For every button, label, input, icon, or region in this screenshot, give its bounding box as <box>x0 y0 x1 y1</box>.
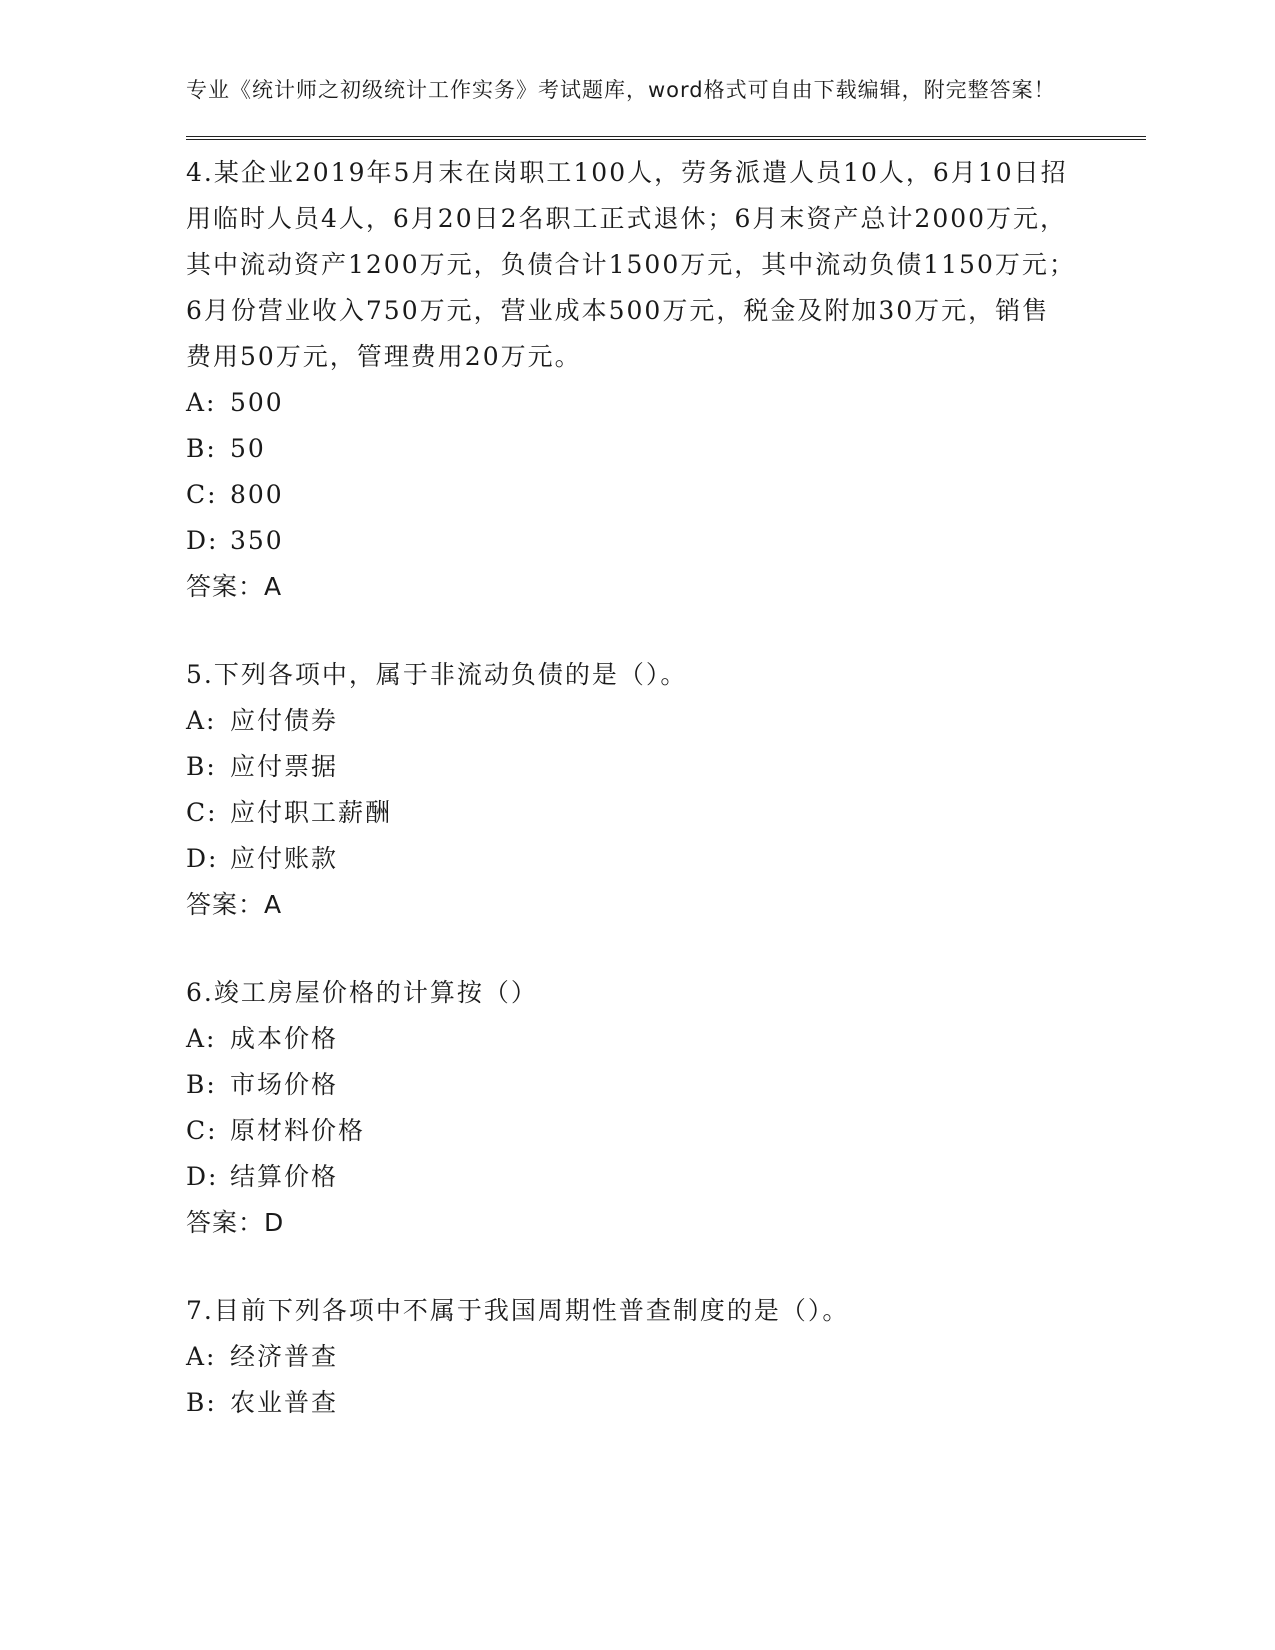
option-text: 50 <box>230 434 266 463</box>
option-key: C: <box>186 1116 218 1145</box>
option-key: D: <box>186 1162 219 1191</box>
option-key: A: <box>186 1342 217 1371</box>
option-d <box>186 836 1146 882</box>
question-7 <box>186 1288 1146 1426</box>
option-c <box>186 1108 1146 1154</box>
document-header: 专业《统计师之初级统计工作实务》考试题库，word格式可自由下载编辑，附完整答案！ <box>186 78 1056 102</box>
option-key: C: <box>186 798 218 827</box>
option-text: 原材料价格 <box>230 1116 366 1145</box>
option-text: 应付职工薪酬 <box>230 798 393 827</box>
option-key: B: <box>186 752 217 781</box>
option-b <box>186 1062 1146 1108</box>
option-a <box>186 1334 1146 1380</box>
option-text: 应付账款 <box>230 844 339 873</box>
option-text: 农业普查 <box>230 1388 339 1417</box>
document-page <box>186 74 1146 1426</box>
option-d <box>186 1154 1146 1200</box>
option-key: A: <box>186 388 217 417</box>
question-6 <box>186 970 1146 1246</box>
answer-line: 答案：D <box>186 1208 285 1237</box>
option-a <box>186 380 1146 426</box>
question-5 <box>186 652 1146 928</box>
option-c <box>186 790 1146 836</box>
question-stem: 4.某企业2019年5月末在岗职工100人，劳务派遣人员10人，6月10日招用临时人员4人，6月20日2名职工正式退休；6月末资产总计2000万元，其中流动资产1200万元，负债合计1500万元，其中流动负债1150万元；6月份营业收入750万元，营业成本500万元，税金及附加30万元，销售费用50万元，管理费用20万元。 <box>186 158 1076 371</box>
answer-line: 答案：A <box>186 890 283 919</box>
option-text: 经济普查 <box>230 1342 339 1371</box>
question-4 <box>186 150 1146 610</box>
option-b <box>186 426 1146 472</box>
option-key: C: <box>186 480 218 509</box>
option-a <box>186 698 1146 744</box>
answer-line: 答案：A <box>186 572 283 601</box>
option-key: A: <box>186 706 217 735</box>
option-b <box>186 1380 1146 1426</box>
option-key: D: <box>186 844 219 873</box>
option-key: B: <box>186 1388 217 1417</box>
option-key: B: <box>186 1070 217 1099</box>
option-text: 350 <box>230 526 284 555</box>
option-key: A: <box>186 1024 217 1053</box>
option-a <box>186 1016 1146 1062</box>
question-stem: 5.下列各项中，属于非流动负债的是（）。 <box>186 660 688 689</box>
option-text: 800 <box>230 480 284 509</box>
option-key: D: <box>186 526 219 555</box>
option-text: 成本价格 <box>230 1024 339 1053</box>
option-text: 市场价格 <box>230 1070 339 1099</box>
option-key: B: <box>186 434 217 463</box>
header-double-rule <box>186 136 1146 140</box>
question-stem: 6.竣工房屋价格的计算按（） <box>186 978 538 1007</box>
option-b <box>186 744 1146 790</box>
option-text: 应付债券 <box>230 706 339 735</box>
question-stem: 7.目前下列各项中不属于我国周期性普查制度的是（）。 <box>186 1296 850 1325</box>
option-d <box>186 518 1146 564</box>
option-c <box>186 472 1146 518</box>
option-text: 结算价格 <box>230 1162 339 1191</box>
option-text: 应付票据 <box>230 752 339 781</box>
option-text: 500 <box>230 388 284 417</box>
